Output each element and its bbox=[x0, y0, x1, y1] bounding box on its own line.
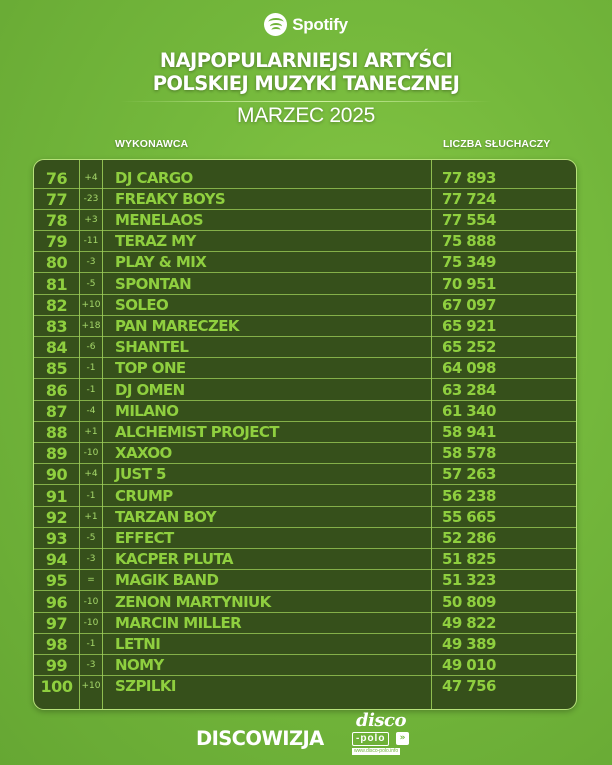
listeners-cell: 58 578 bbox=[442, 444, 496, 463]
listeners-cell: 63 284 bbox=[442, 380, 496, 399]
artist-cell: MILANO bbox=[115, 401, 179, 420]
change-cell: -1 bbox=[86, 638, 96, 649]
table-row bbox=[34, 189, 576, 210]
table-row bbox=[34, 337, 576, 358]
rank-cell: 91 bbox=[45, 486, 68, 506]
rank-cell: 100 bbox=[40, 677, 73, 697]
table-row bbox=[34, 443, 576, 464]
change-cell: -10 bbox=[83, 596, 99, 607]
table-row bbox=[34, 486, 576, 507]
artist-cell: DJ OMEN bbox=[115, 380, 185, 399]
listeners-cell: 49 822 bbox=[442, 613, 496, 632]
rank-cell: 79 bbox=[45, 232, 68, 252]
change-cell: +4 bbox=[84, 172, 98, 183]
artist-cell: TOP ONE bbox=[115, 359, 186, 378]
ranking-table bbox=[33, 159, 577, 710]
change-cell: +1 bbox=[84, 511, 98, 522]
table-row bbox=[34, 316, 576, 337]
artist-cell: DJ CARGO bbox=[115, 168, 193, 187]
listeners-cell: 55 665 bbox=[442, 507, 496, 526]
rank-cell: 97 bbox=[45, 613, 68, 633]
rank-cell: 82 bbox=[45, 295, 68, 315]
table-row bbox=[34, 401, 576, 422]
change-cell: -23 bbox=[83, 193, 99, 204]
artist-cell: TARZAN BOY bbox=[115, 507, 216, 526]
table-row bbox=[34, 252, 576, 273]
table-row bbox=[34, 507, 576, 528]
listeners-cell: 49 010 bbox=[442, 656, 496, 675]
month-subtitle: MARZEC 2025 bbox=[237, 104, 375, 127]
artist-cell: KACPER PLUTA bbox=[115, 550, 233, 569]
discowizja-logo: DISCOWIZJA bbox=[196, 727, 324, 750]
listeners-cell: 52 286 bbox=[442, 528, 496, 547]
table-row bbox=[34, 168, 576, 189]
change-cell: +10 bbox=[81, 681, 101, 692]
artist-cell: SHANTEL bbox=[115, 338, 189, 357]
table-row bbox=[34, 613, 576, 634]
rank-cell: 83 bbox=[45, 316, 68, 336]
listeners-cell: 67 097 bbox=[442, 295, 496, 314]
listeners-cell: 65 252 bbox=[442, 338, 496, 357]
artist-cell: FREAKY BOYS bbox=[115, 189, 226, 208]
artist-cell: PLAY & MIX bbox=[115, 253, 207, 272]
rank-cell: 78 bbox=[45, 210, 68, 230]
rank-cell: 98 bbox=[45, 634, 68, 654]
rank-cell: 99 bbox=[45, 656, 68, 676]
rank-cell: 85 bbox=[45, 359, 68, 379]
listeners-cell: 65 921 bbox=[442, 316, 496, 335]
spotify-icon bbox=[264, 13, 287, 36]
table-row bbox=[34, 358, 576, 379]
column-header-listeners: LICZBA SŁUCHACZY bbox=[443, 138, 551, 150]
listeners-cell: 77 893 bbox=[442, 168, 496, 187]
rank-cell: 90 bbox=[45, 465, 68, 485]
change-cell: +10 bbox=[81, 299, 101, 310]
artist-cell: TERAZ MY bbox=[115, 232, 196, 251]
table-row bbox=[34, 592, 576, 613]
listeners-cell: 49 389 bbox=[442, 634, 496, 653]
artist-cell: EFFECT bbox=[115, 528, 174, 547]
change-cell: -5 bbox=[86, 278, 96, 289]
change-cell: -3 bbox=[86, 554, 96, 565]
rank-cell: 94 bbox=[45, 550, 68, 570]
table-row bbox=[34, 570, 576, 591]
listeners-cell: 57 263 bbox=[442, 465, 496, 484]
table-row bbox=[34, 295, 576, 316]
rank-cell: 76 bbox=[45, 168, 68, 188]
artist-cell: SZPILKI bbox=[115, 677, 176, 696]
rank-cell: 88 bbox=[45, 422, 68, 442]
listeners-cell: 64 098 bbox=[442, 359, 496, 378]
change-cell: -10 bbox=[83, 617, 99, 628]
table-row bbox=[34, 549, 576, 570]
table-row bbox=[34, 210, 576, 231]
listeners-cell: 61 340 bbox=[442, 401, 496, 420]
table-row bbox=[34, 380, 576, 401]
artist-cell: JUST 5 bbox=[115, 465, 166, 484]
artist-cell: ALCHEMIST PROJECT bbox=[115, 422, 279, 441]
artist-cell: LETNI bbox=[115, 634, 161, 653]
table-row bbox=[34, 464, 576, 485]
column-header-artist: WYKONAWCA bbox=[115, 138, 189, 150]
change-cell: = bbox=[87, 575, 95, 586]
table-row bbox=[34, 274, 576, 295]
spotify-logo bbox=[0, 13, 612, 36]
listeners-cell: 75 349 bbox=[442, 253, 496, 272]
rank-cell: 77 bbox=[45, 189, 68, 209]
change-cell: +1 bbox=[84, 426, 98, 437]
listeners-cell: 51 323 bbox=[442, 571, 496, 590]
artist-cell: PAN MARECZEK bbox=[115, 316, 239, 335]
rank-cell: 95 bbox=[45, 571, 68, 591]
page-title-line1: NAJPOPULARNIEJSI ARTYŚCI bbox=[159, 49, 453, 72]
change-cell: -1 bbox=[86, 384, 96, 395]
listeners-cell: 51 825 bbox=[442, 550, 496, 569]
artist-cell: CRUMP bbox=[115, 486, 173, 505]
rank-cell: 92 bbox=[45, 507, 68, 527]
listeners-cell: 77 554 bbox=[442, 210, 496, 229]
fast-forward-icon: » bbox=[396, 732, 409, 745]
change-cell: -3 bbox=[86, 257, 96, 268]
artist-cell: SOLEO bbox=[115, 295, 169, 314]
artist-cell: MARCIN MILLER bbox=[115, 613, 242, 632]
table-row bbox=[34, 528, 576, 549]
artist-cell: MENELAOS bbox=[115, 210, 203, 229]
rank-cell: 87 bbox=[45, 401, 68, 421]
table-row bbox=[34, 634, 576, 655]
artist-cell: NOMY bbox=[115, 656, 164, 675]
listeners-cell: 77 724 bbox=[442, 189, 496, 208]
change-cell: -4 bbox=[86, 405, 96, 416]
listeners-cell: 47 756 bbox=[442, 677, 496, 696]
change-cell: +4 bbox=[84, 469, 98, 480]
listeners-cell: 70 951 bbox=[442, 274, 496, 293]
change-cell: -6 bbox=[86, 342, 96, 353]
artist-cell: ZENON MARTYNIUK bbox=[115, 592, 271, 611]
title-divider bbox=[120, 101, 492, 102]
logo-word-disco: disco bbox=[356, 710, 407, 731]
table-row bbox=[34, 655, 576, 676]
change-cell: -5 bbox=[86, 532, 96, 543]
listeners-cell: 50 809 bbox=[442, 592, 496, 611]
rank-cell: 80 bbox=[45, 253, 68, 273]
table-row bbox=[34, 231, 576, 252]
rank-cell: 84 bbox=[45, 338, 68, 358]
listeners-cell: 75 888 bbox=[442, 232, 496, 251]
artist-cell: SPONTAN bbox=[115, 274, 192, 293]
logo-word-polo: -polo bbox=[352, 732, 389, 746]
artist-cell: XAXOO bbox=[115, 444, 172, 463]
rank-cell: 96 bbox=[45, 592, 68, 612]
change-cell: -11 bbox=[83, 236, 99, 247]
change-cell: +18 bbox=[81, 320, 101, 331]
rank-cell: 86 bbox=[45, 380, 68, 400]
spotify-wordmark: Spotify bbox=[292, 14, 348, 34]
listeners-cell: 56 238 bbox=[442, 486, 496, 505]
page-title-line2: POLSKIEJ MUZYKI TANECZNEJ bbox=[152, 72, 460, 95]
rank-cell: 81 bbox=[45, 274, 68, 294]
rank-cell: 89 bbox=[45, 444, 68, 464]
logo-url: www.disco-polo.info bbox=[354, 748, 399, 754]
rank-cell: 93 bbox=[45, 528, 68, 548]
listeners-cell: 58 941 bbox=[442, 422, 496, 441]
disco-polo-info-logo bbox=[352, 710, 412, 760]
change-cell: -1 bbox=[86, 490, 96, 501]
artist-cell: MAGIK BAND bbox=[115, 571, 219, 590]
change-cell: +3 bbox=[84, 214, 98, 225]
table-row bbox=[34, 422, 576, 443]
table-row bbox=[34, 676, 576, 697]
change-cell: -10 bbox=[83, 448, 99, 459]
change-cell: -1 bbox=[86, 363, 96, 374]
change-cell: -3 bbox=[86, 660, 96, 671]
